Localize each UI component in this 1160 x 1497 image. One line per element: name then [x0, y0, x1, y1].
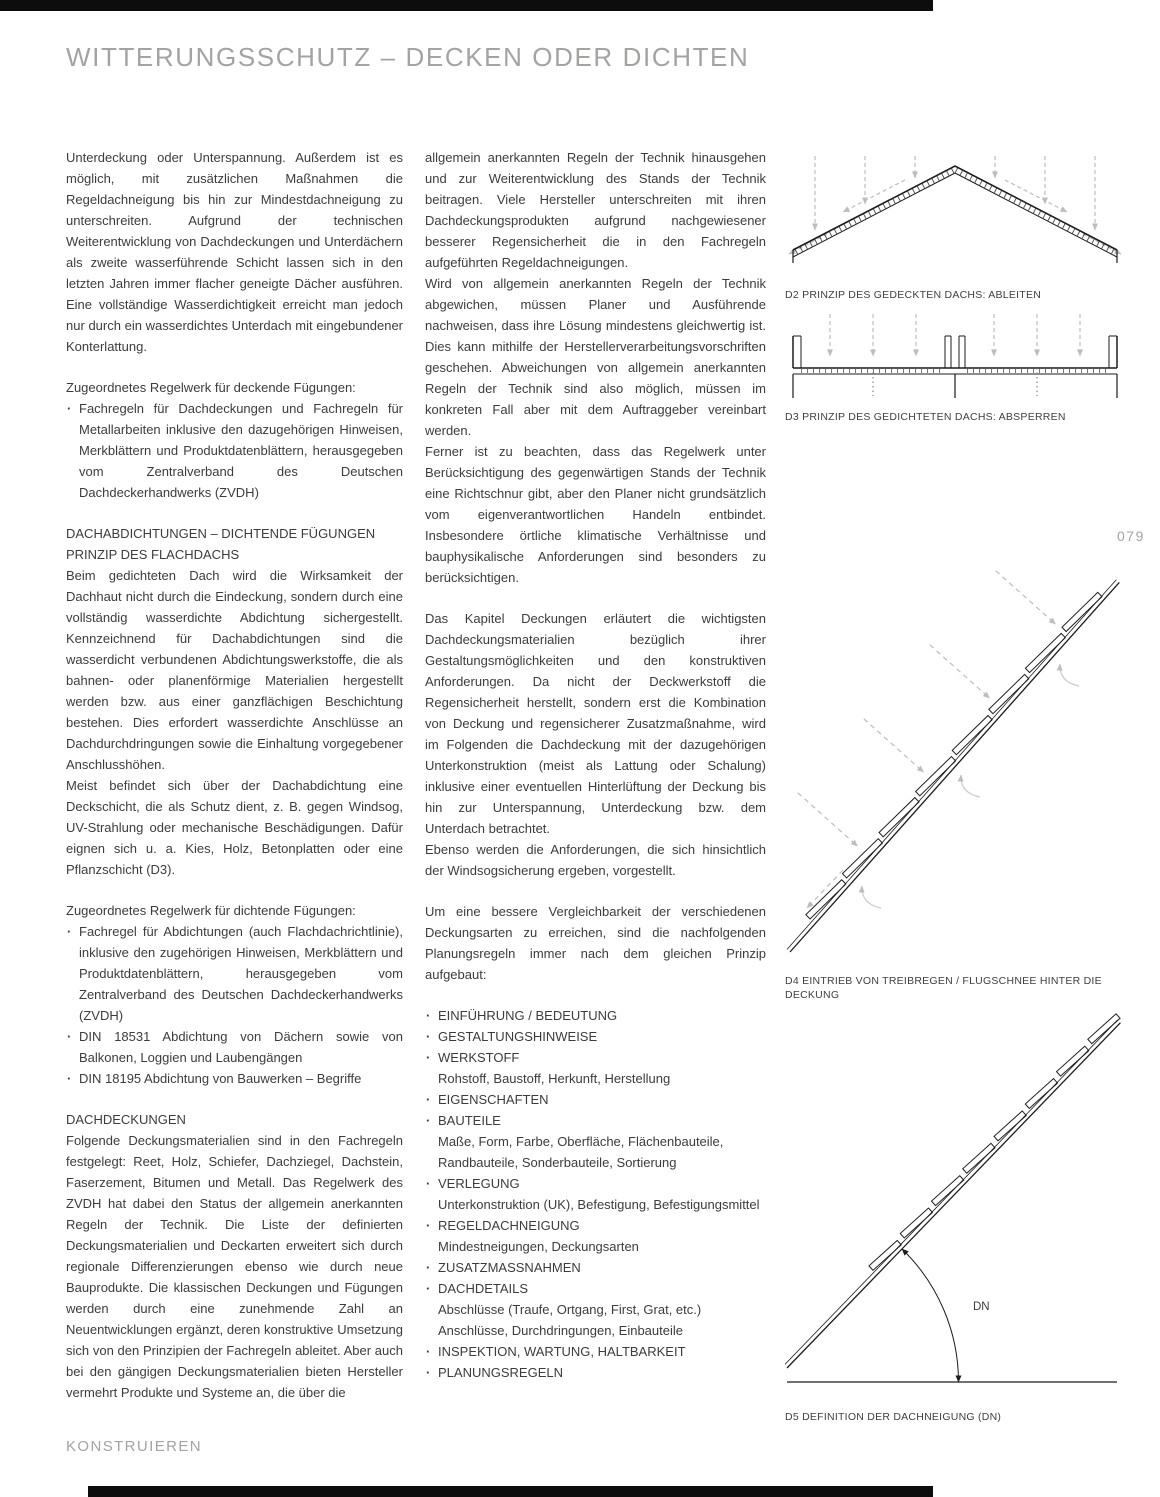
- bottom-trim-bar: [88, 1486, 933, 1497]
- paragraph-deckschicht: Meist befindet sich über der Dachabdichtung eine Deckschicht, die als Schutz dient, z. B. gegen Windsog, UV-Strahlung oder mechanische Beschädigungen. Dafür eignen sich u. a. Kies, Holz, Betonplatten oder eine Pflanzschicht (D3).: [66, 778, 403, 877]
- paragraph-abweichung: Wird von allgemein anerkannten Regeln der Technik abgewichen, müssen Planer und Ausführende nachweisen, dass ihre Lösung mindestens gleichwertig ist. Dies kann mithilfe der Herstellerverarbeitungsvorschriften geschehen. Abweichungen von allgemein anerkannten Regeln der Technik sind also möglich, müssen im konkreten Fall aber mit dem Auftraggeber vereinbart werden.: [425, 276, 766, 438]
- driving-rain-diagram: [785, 552, 1125, 962]
- pitched-roof-diagram: [785, 150, 1125, 280]
- text-column-left: [66, 147, 403, 1403]
- list-heading-regelwerk-dichtend: Zugeordnetes Regelwerk für dichtende Fügungen:: [66, 903, 356, 918]
- list-heading-regelwerk-deckend: Zugeordnetes Regelwerk für deckende Fügungen:: [66, 380, 356, 395]
- figure-caption-d5: D5 DEFINITION DER DACHNEIGUNG (DN): [785, 1411, 1002, 1423]
- list-item: · Fachregeln für Dachdeckungen und Fachregeln für Metallarbeiten inklusive den dazugehörigen Hinweisen, Merkblättern und Produktdatenblättern, herausgegeben vom Zentralverband des Deutschen Dachdeckerhandwerks (ZVDH): [66, 398, 403, 503]
- top-trim-bar: [0, 0, 933, 11]
- list-item-bauteile: · BAUTEILE: [425, 1110, 766, 1131]
- list-item-eigenschaften: · EIGENSCHAFTEN: [425, 1089, 766, 1110]
- list-subitem: Anschlüsse, Durchdringungen, Einbauteile: [438, 1323, 683, 1338]
- spacer: [66, 1089, 403, 1109]
- paragraph-kapitel-deckungen: Das Kapitel Deckungen erläutert die wichtigsten Dachdeckungsmaterialien bezüglich ihrer Gestaltungsmöglichkeiten und den konstruktiven Anforderungen. Da nicht der Deckwerkstoff die Regensicherheit herstellt, sondern erst die Kombination von Deckung und regensicherer Zusatzmaßnahme, wird im Folgenden die Dachdeckung mit der dazugehörigen Unterkonstruktion (meist als Lattung oder Schalung) inklusive einer eventuellen Hinterlüftung der Deckung bis hin zur Unterspannung, Unterdeckung bzw. dem Unterdach betrachtet.: [425, 611, 766, 836]
- figure-d2: [785, 150, 1125, 302]
- list-item-zusatzmassnahmen: · ZUSATZMASSNAHMEN: [425, 1257, 766, 1278]
- paragraph-underdeckung: Unterdeckung oder Unterspannung. Außerdem ist es möglich, mit zusätzlichen Maßnahmen die Regeldachneigung bis hin zur Mindestdachneigung zu unterschreiten. Aufgrund der technischen Weiterentwicklung von Dachdeckungen und Unterdächern als zweite wasserführende Schicht lassen sich in den letzten Jahren immer flacher geneigte Dächer ausführen. Eine vollständige Wasserdichtigkeit erreicht man jedoch nur durch ein wasserdichtes Unterdach mit eingebundener Konterlattung.: [66, 150, 403, 354]
- list-item-dachdetails: · DACHDETAILS: [425, 1278, 766, 1299]
- list-subitem: Mindestneigungen, Deckungsarten: [438, 1239, 639, 1254]
- paragraph-deckungsmaterialien: Folgende Deckungsmaterialien sind in den Fachregeln festgelegt: Reet, Holz, Schiefer, Dachziegel, Dachstein, Faserzement, Bitumen und Metall. Das Regelwerk des ZVDH hat dabei den Status der allgemein anerkannten Regeln der Technik. Die Liste der definierten Deckungsmaterialien und Deckarten erweitert sich durch regionale Differenzierungen ebenso wie durch neue Bauprodukte. Die klassischen Deckungen und Fügungen werden durch eine zunehmende Zahl an Neuentwicklungen ergänzt, deren konstruktive Umsetzung sich von den Prinzipien der Fachregeln ableitet. Aber auch bei den gängigen Deckungsmaterialien bieten Hersteller vermehrt Produkte und Systeme an, die über die: [66, 1133, 403, 1400]
- list-subitem: Maße, Form, Farbe, Oberfläche, Flächenbauteile, Randbauteile, Sonderbauteile, Sortierung: [438, 1134, 724, 1170]
- section-heading-flachdach: PRINZIP DES FLACHDACHS: [66, 547, 240, 562]
- spacer: [425, 985, 766, 1005]
- list-item: · DIN 18531 Abdichtung von Dächern sowie von Balkonen, Loggien und Laubengängen: [66, 1026, 403, 1068]
- paragraph-windsogsicherung: Ebenso werden die Anforderungen, die sich hinsichtlich der Windsogsicherung ergeben, vorgestellt.: [425, 842, 766, 878]
- paragraph-gedichtetes-dach: Beim gedichteten Dach wird die Wirksamkeit der Dachhaut nicht durch die Eindeckung, sondern durch eine vollständig wasserdichte Abdichtung sichergestellt. Kennzeichnend für Dachabdichtungen sind die wasserdicht verbundenen Abdichtungswerkstoffe, die als bahnen- oder planenförmige Materialien hergestellt werden bzw. aus einer ganzflächigen Beschichtung bestehen. Dies erfordert wasserdichte Anschlüsse an Dachdurchdringungen sowie die Einhaltung vorgegebener Anschlusshöhen.: [66, 568, 403, 772]
- list-subitem: Abschlüsse (Traufe, Ortgang, First, Grat, etc.): [438, 1302, 702, 1317]
- figure-d3: [785, 310, 1125, 424]
- list-item-inspektion: · INSPEKTION, WARTUNG, HALTBARKEIT: [425, 1341, 766, 1362]
- angle-label: DN: [973, 1301, 990, 1313]
- spacer: [425, 881, 766, 901]
- angle-arc: [902, 1249, 959, 1382]
- list-item-einfuehrung: · EINFÜHRUNG / BEDEUTUNG: [425, 1005, 766, 1026]
- figure-caption-d4: D4 EINTRIEB VON TREIBREGEN / FLUGSCHNEE HINTER DIE DECKUNG: [785, 975, 1102, 1001]
- paragraph-richtschnur: Ferner ist zu beachten, dass das Regelwerk unter Berücksichtigung des gegenwärtigen Stands der Technik eine Richtschnur gibt, aber den Planer nicht grundsätzlich vom eigenverantwortlichen Handeln entbindet. Insbesondere örtliche klimatische Verhältnisse und bauphysikalische Anforderungen sind besonders zu berücksichtigen.: [425, 444, 766, 585]
- chapter-footer: KONSTRUIEREN: [66, 1438, 202, 1455]
- list-item: · Fachregel für Abdichtungen (auch Flachdachrichtlinie), inklusive den zugehörigen Hinweisen, Merkblättern und Produktdatenblättern, herausgegeben vom Zentralverband des Deutschen Dachdeckerhandwerks (ZVDH): [66, 921, 403, 1026]
- planning-rules-list: [425, 1005, 766, 1383]
- flat-roof-diagram: [785, 310, 1125, 402]
- list-item-werkstoff: · WERKSTOFF: [425, 1047, 766, 1068]
- list-item-planungsregeln: · PLANUNGSREGELN: [425, 1362, 766, 1383]
- figure-caption-d3: D3 PRINZIP DES GEDICHTETEN DACHS: ABSPERREN: [785, 411, 1066, 423]
- list-item-verlegung: · VERLEGUNG: [425, 1173, 766, 1194]
- spacer: [66, 503, 403, 523]
- figure-d5: [785, 1006, 1125, 1424]
- section-heading-dachdeckungen: DACHDECKUNGEN: [66, 1112, 186, 1127]
- figure-caption-d2: D2 PRINZIP DES GEDECKTEN DACHS: ABLEITEN: [785, 289, 1042, 301]
- page-title: WITTERUNGSSCHUTZ – DECKEN ODER DICHTEN: [66, 42, 750, 72]
- list-subitem: Rohstoff, Baustoff, Herkunft, Herstellung: [438, 1071, 671, 1086]
- paragraph-regeln-technik: allgemein anerkannten Regeln der Technik hinausgehen und zur Weiterentwicklung des Stands der Technik beitragen. Viele Hersteller unterschreiten mit ihren Dachdeckungsprodukten aufgrund nachgewiesener besserer Regensicherheit die in den Fachregeln aufgeführten Regeldachneigungen.: [425, 150, 766, 270]
- spacer: [425, 588, 766, 608]
- roof-pitch-diagram: [785, 1006, 1125, 1398]
- paragraph-planungsregeln-intro: Um eine bessere Vergleichbarkeit der verschiedenen Deckungsarten zu erreichen, sind die nachfolgenden Planungsregeln immer nach dem gleichen Prinzip aufgebaut:: [425, 904, 766, 982]
- figure-d4: [785, 552, 1125, 1002]
- list-subitem: Unterkonstruktion (UK), Befestigung, Befestigungsmittel: [438, 1197, 760, 1212]
- list-item: · DIN 18195 Abdichtung von Bauwerken – Begriffe: [66, 1068, 403, 1089]
- spacer: [66, 357, 403, 377]
- list-item-gestaltungshinweise: · GESTALTUNGSHINWEISE: [425, 1026, 766, 1047]
- section-heading-dachabdichtungen: DACHABDICHTUNGEN – DICHTENDE FÜGUNGEN: [66, 526, 376, 541]
- spacer: [66, 880, 403, 900]
- text-column-middle: [425, 147, 766, 1383]
- list-item-regeldachneigung: · REGELDACHNEIGUNG: [425, 1215, 766, 1236]
- page-number: 079: [1117, 528, 1145, 544]
